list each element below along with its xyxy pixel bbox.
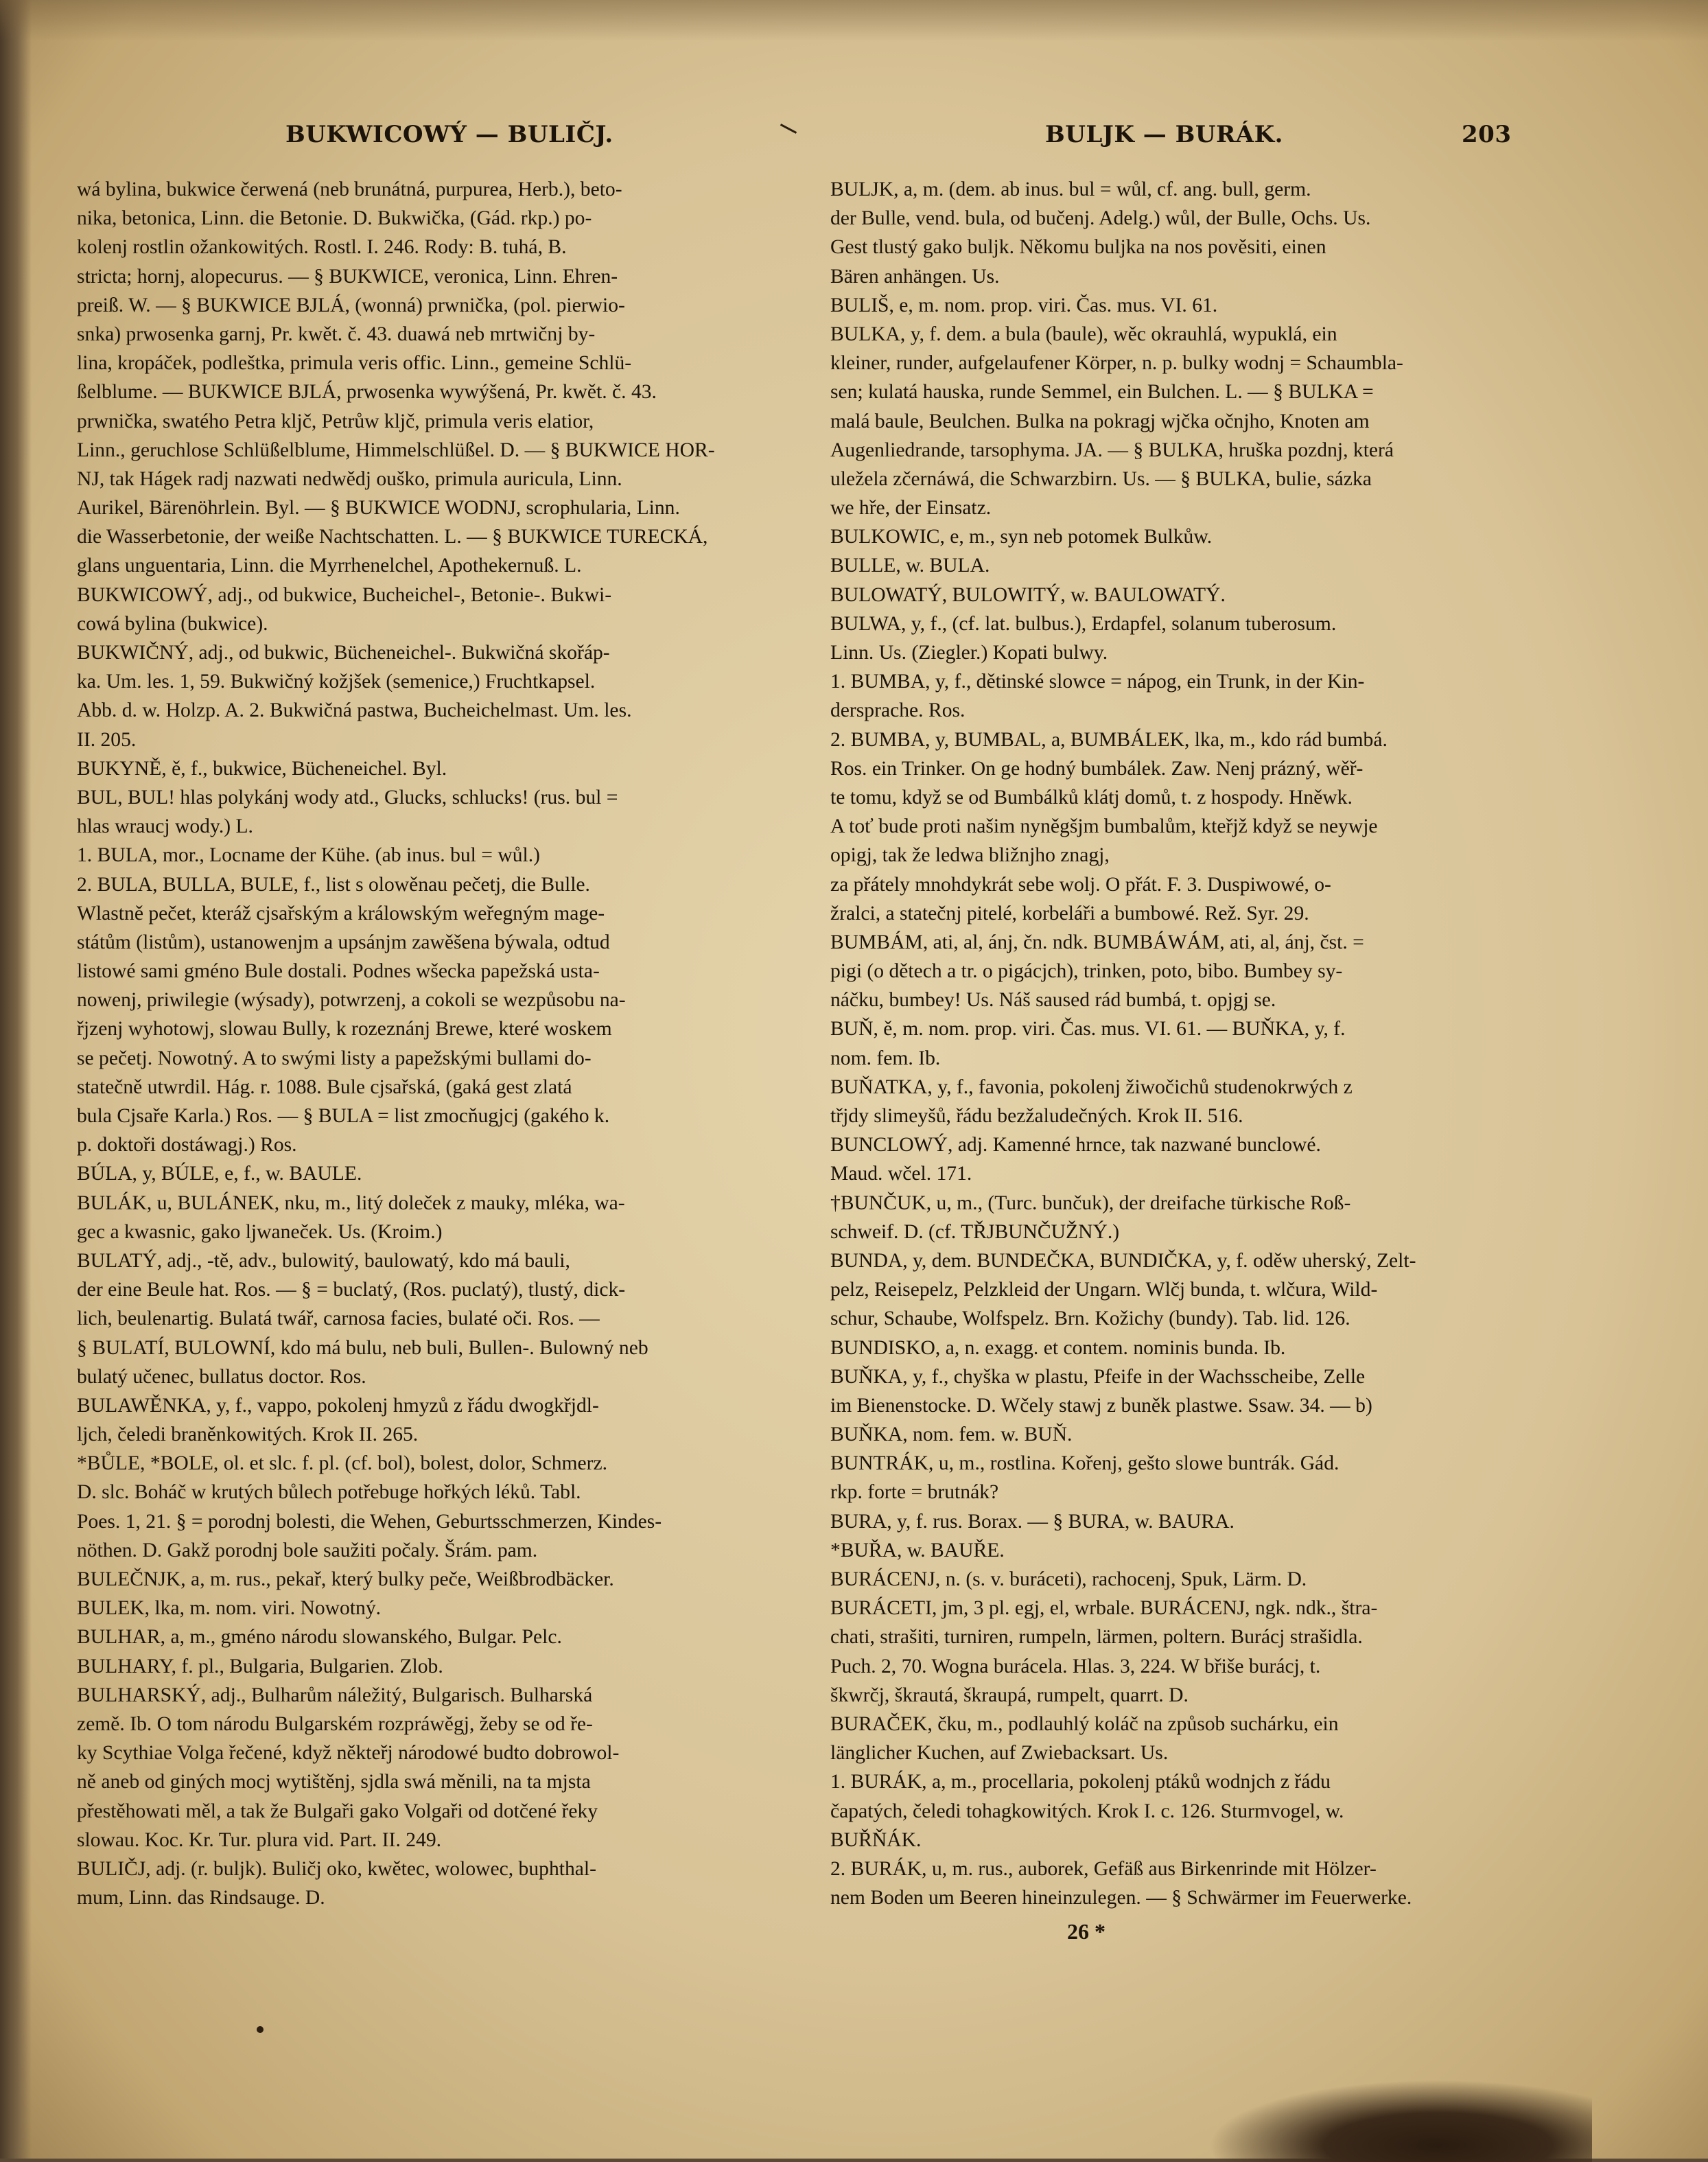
text-line: statečně utwrdil. Hág. r. 1088. Bule cjsařská, (gaká gest zlatá xyxy=(77,1076,572,1098)
text-line: země. Ib. O tom národu Bulgarském rozpráwěgj, žeby se od ře- xyxy=(77,1712,593,1735)
signature-mark: 26 * xyxy=(1067,1919,1105,1944)
text-line: BULHARY, f. pl., Bulgaria, Bulgarien. Zlob. xyxy=(77,1655,443,1677)
text-line: nika, betonica, Linn. die Betonie. D. Bukwička, (Gád. rkp.) po- xyxy=(77,207,592,230)
text-line: BULWA, y, f., (cf. lat. bulbus.), Erdapfel, solanum tuberosum. xyxy=(830,612,1337,635)
text-line: im Bienenstocke. D. Wčely stawj z buněk plastwe. Ssaw. 34. — b) xyxy=(830,1394,1372,1417)
text-line: gec a kwasnic, gako ljwaneček. Us. (Kroim.) xyxy=(77,1220,443,1243)
text-line: žralci, a statečnj pitelé, korbeláři a bumbowé. Rež. Syr. 29. xyxy=(830,902,1309,925)
text-line: ky Scythiae Volga řečené, když někteřj národowé budto dobrowol- xyxy=(77,1742,620,1765)
text-line: BUŇKA, nom. fem. w. BUŇ. xyxy=(830,1423,1073,1446)
text-line: ně aneb od giných mocj wytištěnj, sjdla swá měnili, na ta mjsta xyxy=(77,1771,591,1793)
text-line: *BŮLE, *BOLE, ol. et slc. f. pl. (cf. bol), bolest, dolor, Schmerz. xyxy=(77,1452,608,1475)
text-line: lina, kropáček, podleštka, primula veris offic. Linn., gemeine Schlü- xyxy=(77,352,632,375)
text-line: BUŇKA, y, f., chyška w plastu, Pfeife in der Wachsscheibe, Zelle xyxy=(830,1365,1366,1388)
text-line: Augenliedrande, tarsophyma. JA. — § BULKA, hruška pozdnj, která xyxy=(830,439,1394,461)
text-line: schur, Schaube, Wolfspelz. Brn. Kožichy (bundy). Tab. lid. 126. xyxy=(830,1307,1350,1330)
text-line: ßelblume. — BUKWICE BJLÁ, prwosenka wywýšená, Pr. kwět. č. 43. xyxy=(77,381,657,404)
text-line: BURAČEK, čku, m., podlauhlý koláč na způsob suchárku, ein xyxy=(830,1712,1339,1735)
text-line: hlas wraucj wody.) L. xyxy=(77,815,253,838)
text-line: BURÁCETI, jm, 3 pl. egj, el, wrbale. BURÁCENJ, ngk. ndk., štra- xyxy=(830,1597,1378,1620)
text-line: pelz, Reisepelz, Pelzkleid der Ungarn. Wlčj bunda, t. wlčura, Wild- xyxy=(830,1279,1378,1301)
text-line: †BUNČUK, u, m., (Turc. bunčuk), der dreifache türkische Roß- xyxy=(830,1192,1351,1214)
text-line: BUKWIČNÝ, adj., od bukwic, Bücheneichel-. Bukwičná skořáp- xyxy=(77,642,610,664)
text-line: pigi (o dětech a tr. o pigácjch), trinken, poto, bibo. Bumbey sy- xyxy=(830,960,1343,983)
text-line: BULHARSKÝ, adj., Bulharům náležitý, Bulgarisch. Bulharská xyxy=(77,1684,593,1706)
text-line: 1. BUMBA, y, f., dětinské slowce = nápog, ein Trunk, in der Kin- xyxy=(830,671,1365,693)
text-line: BUŘŇÁK. xyxy=(830,1828,922,1851)
text-line: ka. Um. les. 1, 59. Bukwičný kožjšek (semenice,) Fruchtkapsel. xyxy=(77,671,596,693)
text-line: listowé sami gméno Bule dostali. Podnes wšecka papežská usta- xyxy=(77,960,600,983)
text-line: BULJK, a, m. (dem. ab inus. bul = wůl, cf. ang. bull, germ. xyxy=(830,178,1311,200)
text-line: sen; kulatá hauska, runde Semmel, ein Bulchen. L. — § BULKA = xyxy=(830,381,1374,404)
text-line: BUNDISKO, a, n. exagg. et contem. nominis bunda. Ib. xyxy=(830,1336,1286,1359)
text-line: 2. BUMBA, y, BUMBAL, a, BUMBÁLEK, lka, m., kdo rád bumbá. xyxy=(830,728,1388,751)
page-gutter-shadow xyxy=(0,0,32,2159)
right-running-header: BULJK — BURÁK. xyxy=(1045,121,1284,148)
text-line: rkp. forte = brutnák? xyxy=(830,1481,999,1504)
text-line: Linn., geruchlose Schlüßelblume, Himmelschlüßel. D. — § BUKWICE HOR- xyxy=(77,439,715,461)
text-line: náčku, bumbey! Us. Náš saused rád bumbá, t. opjgj se. xyxy=(830,989,1276,1012)
text-line: cowá bylina (bukwice). xyxy=(77,612,268,635)
text-line: Wlastně pečet, kteráž cjsařským a králowským weřegným mage- xyxy=(77,902,605,925)
text-line: BULIŠ, e, m. nom. prop. viri. Čas. mus. VI. 61. xyxy=(830,294,1218,316)
text-line: Poes. 1, 21. § = porodnj bolesti, die Wehen, Geburtsschmerzen, Kindes- xyxy=(77,1510,662,1533)
text-line: se pečetj. Nowotný. A to swými listy a papežskými bullami do- xyxy=(77,1047,592,1069)
text-line: třjdy slimeyšů, řádu bezžaludečných. Krok II. 516. xyxy=(830,1105,1243,1127)
text-line: nöthen. D. Gakž porodnj bole saužiti počaly. Šrám. pam. xyxy=(77,1539,538,1561)
text-line: BULEČNJK, a, m. rus., pekař, který bulky peče, Weißbrodbäcker. xyxy=(77,1568,614,1590)
text-line: nom. fem. Ib. xyxy=(830,1047,941,1069)
text-line: stricta; hornj, alopecurus. — § BUKWICE, veronica, Linn. Ehren- xyxy=(77,265,618,288)
page-top-shade xyxy=(0,0,1708,41)
text-line: wá bylina, bukwice čerwená (neb brunátná, purpurea, Herb.), beto- xyxy=(77,178,622,200)
text-line: Maud. wčel. 171. xyxy=(830,1163,972,1185)
text-line: BUKWICOWÝ, adj., od bukwice, Bucheichel-, Betonie-. Bukwi- xyxy=(77,583,612,606)
text-line: přestěhowati měl, a tak že Bulgaři gako Volgaři od dotčené řeky xyxy=(77,1800,598,1822)
text-line: slowau. Koc. Kr. Tur. plura vid. Part. II. 249. xyxy=(77,1828,442,1851)
text-line: BURA, y, f. rus. Borax. — § BURA, w. BAURA. xyxy=(830,1510,1235,1533)
text-line: BUNDA, y, dem. BUNDEČKA, BUNDIČKA, y, f. oděw uherský, Zelt- xyxy=(830,1249,1416,1272)
page-number: 203 xyxy=(1462,121,1512,148)
text-line: § BULATÍ, BULOWNÍ, kdo má bulu, neb buli, Bullen-. Bulowný neb xyxy=(77,1336,648,1359)
text-line: A toť bude proti našim nyněgšjm bumbalům, kteřjž když se neywje xyxy=(830,815,1378,838)
text-line: 1. BURÁK, a, m., procellaria, pokolenj ptáků wodnjch z řádu xyxy=(830,1771,1331,1793)
text-line: der eine Beule hat. Ros. — § = buclatý, (Ros. puclatý), tlustý, dick- xyxy=(77,1279,626,1301)
text-line: länglicher Kuchen, auf Zwiebacksart. Us. xyxy=(830,1742,1169,1765)
text-line: BUŇ, ě, m. nom. prop. viri. Čas. mus. VI. 61. — BUŇKA, y, f. xyxy=(830,1018,1346,1041)
text-line: II. 205. xyxy=(77,728,137,751)
text-line: nowenj, priwilegie (wýsady), potwrzenj, a cokoli se wezpůsobu na- xyxy=(77,989,626,1012)
text-line: BUKYNĚ, ě, f., bukwice, Bücheneichel. Byl. xyxy=(77,757,447,780)
text-line: Bären anhängen. Us. xyxy=(830,265,1000,288)
text-line: Puch. 2, 70. Wogna burácela. Hlas. 3, 224. W břiše burácj, t. xyxy=(830,1655,1321,1677)
text-line: BULEK, lka, m. nom. viri. Nowotný. xyxy=(77,1597,382,1620)
text-line: 2. BURÁK, u, m. rus., auborek, Gefäß aus Birkenrinde mit Hölzer- xyxy=(830,1857,1377,1880)
text-line: malá baule, Beulchen. Bulka na pokragj wjčka očnjho, Knoten am xyxy=(830,410,1370,432)
text-line: Ros. ein Trinker. On ge hodný bumbálek. Zaw. Nenj prázný, wěř- xyxy=(830,757,1364,780)
text-line: BULAWĚNKA, y, f., vappo, pokolenj hmyzů z řádu dwogkřjdl- xyxy=(77,1394,599,1417)
text-line: kolenj rostlin ožankowitých. Rostl. I. 246. Rody: B. tuhá, B. xyxy=(77,236,567,259)
text-line: D. slc. Boháč w krutých bůlech potřebuge hořkých léků. Tabl. xyxy=(77,1481,581,1504)
text-line: bula Cjsaře Karla.) Ros. — § BULA = list zmocňugjcj (gakého k. xyxy=(77,1105,610,1127)
text-line: we hře, der Einsatz. xyxy=(830,497,992,520)
text-line: der Bulle, vend. bula, od bučenj. Adelg.) wůl, der Bulle, Ochs. Us. xyxy=(830,207,1371,230)
thumb-smudge xyxy=(1208,2080,1592,2162)
text-line: snka) prwosenka garnj, Pr. kwět. č. 43. duawá neb mrtwičnj by- xyxy=(77,323,596,345)
text-line: opigj, tak že ledwa bližnjho znagj, xyxy=(830,844,1110,867)
text-line: prwnička, swatého Petra kljč, Petrůw kljč, primula veris elatior, xyxy=(77,410,594,432)
text-line: chati, strašiti, turniren, rumpeln, lärmen, poltern. Burácj strašidla. xyxy=(830,1626,1363,1649)
text-line: bulatý učenec, bullatus doctor. Ros. xyxy=(77,1365,366,1388)
right-text-column xyxy=(830,175,1534,1912)
text-line: ljch, čeledi braněnkowitých. Krok II. 265. xyxy=(77,1423,419,1446)
text-line: Aurikel, Bärenöhrlein. Byl. — § BUKWICE WODNJ, scrophularia, Linn. xyxy=(77,497,680,520)
text-line: NJ, tak Hágek radj nazwati nedwědj ouško, primula auricula, Linn. xyxy=(77,467,622,490)
text-line: BUMBÁM, ati, al, ánj, čn. ndk. BUMBÁWÁM, ati, al, ánj, čst. = xyxy=(830,931,1364,953)
text-line: BUNCLOWÝ, adj. Kamenné hrnce, tak nazwané bunclowé. xyxy=(830,1134,1321,1156)
text-line: Gest tlustý gako buljk. Někomu buljka na nos pověsiti, einen xyxy=(830,236,1326,259)
text-line: te tomu, když se od Bumbálků klátj domů, t. z hospody. Hněwk. xyxy=(830,786,1353,809)
text-line: schweif. D. (cf. TŘJBUNČUŽNÝ.) xyxy=(830,1220,1120,1243)
text-line: BÚLA, y, BÚLE, e, f., w. BAULE. xyxy=(77,1163,362,1185)
text-line: Linn. Us. (Ziegler.) Kopati bulwy. xyxy=(830,642,1108,664)
text-line: čapatých, čeledi tohagkowitých. Krok I. c. 126. Sturmvogel, w. xyxy=(830,1800,1344,1822)
text-line: preiß. W. — § BUKWICE BJLÁ, (wonná) prwnička, (pol. pierwio- xyxy=(77,294,625,316)
text-line: p. doktoři dostáwagj.) Ros. xyxy=(77,1134,297,1156)
text-line: za přátely mnohdykrát sebe wolj. O přát. F. 3. Duspiwowé, o- xyxy=(830,873,1331,896)
header-tick-mark xyxy=(780,124,797,134)
text-line: škwrčj, škrautá, škraupá, rumpelt, quarrt. D. xyxy=(830,1684,1189,1706)
text-line: BULLE, w. BULA. xyxy=(830,555,990,577)
text-line: die Wasserbetonie, der weiße Nachtschatten. L. — § BUKWICE TURECKÁ, xyxy=(77,526,708,548)
text-line: lich, beulenartig. Bulatá twář, carnosa facies, bulaté oči. Ros. — xyxy=(77,1307,600,1330)
text-line: 2. BULA, BULLA, BULE, f., list s olowěnau pečetj, die Bulle. xyxy=(77,873,590,896)
text-line: BURÁCENJ, n. (s. v. buráceti), rachocenj, Spuk, Lärm. D. xyxy=(830,1568,1307,1590)
text-line: BULOWATÝ, BULOWITÝ, w. BAULOWATÝ. xyxy=(830,583,1226,606)
ink-dot xyxy=(257,2026,264,2033)
text-line: BULÁK, u, BULÁNEK, nku, m., litý doleček z mauky, mléka, wa- xyxy=(77,1192,625,1214)
text-line: mum, Linn. das Rindsauge. D. xyxy=(77,1887,325,1909)
left-text-column xyxy=(77,175,780,1912)
text-line: 1. BULA, mor., Locname der Kühe. (ab inus. bul = wůl.) xyxy=(77,844,541,867)
left-running-header: BUKWICOWÝ — BULIČJ. xyxy=(285,121,613,148)
text-line: uležela zčernáwá, die Schwarzbirn. Us. — § BULKA, bulie, sázka xyxy=(830,467,1372,490)
text-line: BUNTRÁK, u, m., rostlina. Kořenj, gešto slowe buntrák. Gád. xyxy=(830,1452,1340,1475)
text-line: BULIČJ, adj. (r. buljk). Buličj oko, kwětec, wolowec, buphthal- xyxy=(77,1857,596,1880)
text-line: nem Boden um Beeren hineinzulegen. — § Schwärmer im Feuerwerke. xyxy=(830,1887,1412,1909)
text-line: BULHAR, a, m., gméno národu slowanského, Bulgar. Pelc. xyxy=(77,1626,562,1649)
text-line: glans unguentaria, Linn. die Myrrhenelchel, Apothekernuß. L. xyxy=(77,555,582,577)
text-line: Abb. d. w. Holzp. A. 2. Bukwičná pastwa, Bucheichelmast. Um. les. xyxy=(77,699,632,722)
text-line: BUL, BUL! hlas polykánj wody atd., Glucks, schlucks! (rus. bul = xyxy=(77,786,618,809)
text-line: *BUŘA, w. BAUŘE. xyxy=(830,1539,1005,1561)
text-line: BULKOWIC, e, m., syn neb potomek Bulkůw. xyxy=(830,526,1213,548)
text-line: kleiner, runder, aufgelaufener Körper, n. p. bulky wodnj = Schaumbla- xyxy=(830,352,1403,375)
text-line: státům (listům), ustanowenjm a upsánjm zawěšena býwala, odtud xyxy=(77,931,610,953)
text-line: řjzenj wyhotowj, slowau Bully, k rozeznánj Brewe, které woskem xyxy=(77,1018,612,1041)
text-line: BULKA, y, f. dem. a bula (baule), wěc okrauhlá, wypuklá, ein xyxy=(830,323,1337,345)
text-line: BUŇATKA, y, f., favonia, pokolenj žiwočichů studenokrwých z xyxy=(830,1076,1353,1098)
text-line: BULATÝ, adj., -tě, adv., bulowitý, baulowatý, kdo má bauli, xyxy=(77,1249,570,1272)
text-line: dersprache. Ros. xyxy=(830,699,966,722)
